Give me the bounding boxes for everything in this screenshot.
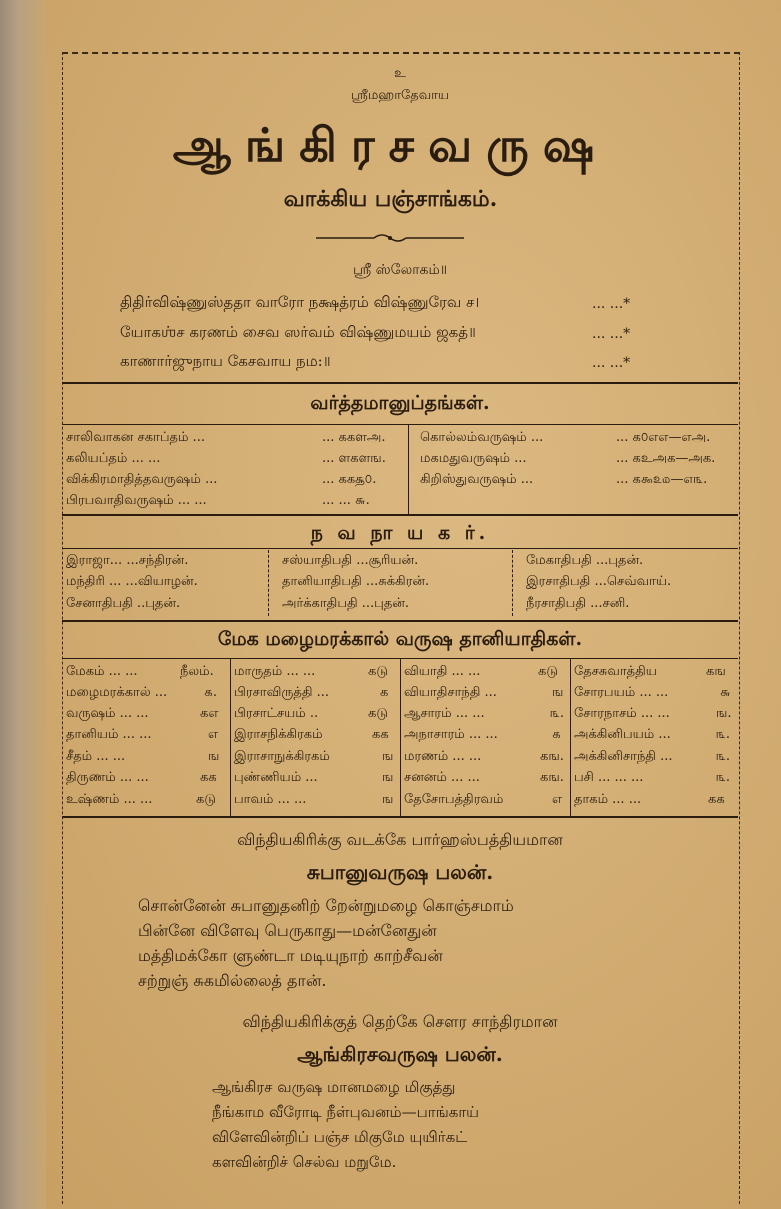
omen-label: அக்கினிசாந்தி ... <box>574 749 673 764</box>
omen-value: கடு <box>538 664 558 679</box>
planet-entry: நீரசாதிபதி ...சனி. <box>526 596 630 611</box>
omen-label: பிரசாவிருத்தி ... <box>234 685 330 700</box>
omen-value: ௧ <box>552 727 561 742</box>
omen-value: ங <box>382 770 394 785</box>
omen-value: கங. <box>540 770 564 785</box>
section2-heading: ந வ நா ய க ர். <box>310 522 490 544</box>
phala1-intro: விந்தியகிரிக்கு வடக்கே பார்ஹஸ்பத்தியமான <box>237 830 563 849</box>
verse-line: நீங்காம வீரோடி நீள்புவனம்—பாங்காய் <box>212 1103 480 1121</box>
ornament-divider <box>314 230 466 246</box>
omen-label: பிரசாட்சயம் .. <box>234 706 319 721</box>
omen-label: சோரபயம் ... ... <box>574 685 669 700</box>
era-label: கிறிஸ்துவருஷம் ... <box>420 472 534 487</box>
era-value: ... ககளஅ. <box>322 430 386 445</box>
section-rule <box>62 382 738 384</box>
omen-label: மழைமரக்கால் ... <box>66 685 168 700</box>
omen-value: கக <box>372 727 389 742</box>
omen-value: கங. <box>540 749 564 764</box>
omen-label: தேசோபத்திரவம் <box>404 792 504 807</box>
omen-label: அக்கினிபயம் ... <box>574 727 671 742</box>
verse-line: சொன்னேன் சுபானுதனிற் றேன்றுமழை கொஞ்சமாம் <box>138 896 514 915</box>
sloka-mark-2: ... ...* <box>592 326 631 342</box>
verse-line: ஆங்கிரச வருஷ மானமழை மிகுத்து <box>212 1078 456 1096</box>
omen-value: ௧. <box>204 685 218 700</box>
omen-value: ங. <box>716 706 732 721</box>
era-label: பிரபவாதிவருஷம் ... ... <box>66 493 207 508</box>
sloka-line-3: காணார்ஜுநாய கேசவாய நம:॥ <box>120 352 331 370</box>
planet-entry: சஸ்யாதிபதி ...சூரியன். <box>282 553 419 568</box>
era-label: மகமதுவருஷம் ... <box>420 451 527 466</box>
era-label: விக்கிரமாதித்தவருஷம் ... <box>66 472 218 487</box>
omen-label: மேகம் ... ... <box>66 664 138 679</box>
title: ஆங்கிரசவருஷ <box>172 118 609 172</box>
column-divider <box>230 658 231 816</box>
omen-value: கக <box>200 770 217 785</box>
invocation-mark: உ <box>394 66 406 81</box>
omen-label: மாருதம் ... ... <box>234 664 316 679</box>
omen-label: ஆசாரம் ... ... <box>404 706 485 721</box>
verse-line: விளேவின்றிப் பஞ்ச மிகுமே யுயிர்கட் <box>212 1128 468 1146</box>
verse-line: மத்திமக்கோ ளுண்டா மடியுநாற் காற்சீவன் <box>138 946 443 965</box>
omen-label: பசி ... ... ... <box>574 770 644 785</box>
section3-heading: மேக மழைமரக்கால் வருஷ தானியாதிகள். <box>217 628 583 650</box>
worn-spine <box>0 0 46 1209</box>
sloka-line-2: யோகஶ்ச கரணம் சைவ ஸர்வம் விஷ்ணுமயம் ஜகத்॥ <box>120 323 476 341</box>
omen-value: ங <box>382 792 394 807</box>
phala2-intro: விந்தியகிரிக்குத் தெற்கே சௌர சாந்திரமான <box>242 1012 558 1031</box>
era-value: ... ... ௬. <box>322 493 370 508</box>
omen-value: ௩. <box>716 770 731 785</box>
sloka-mark-1: ... ...* <box>592 296 631 312</box>
section1-heading: வர்த்தமானுப்தங்கள். <box>310 392 490 414</box>
invocation-line: ஶ்ரீமஹாதேவாய <box>350 88 450 103</box>
omen-value: எ <box>552 792 563 807</box>
omen-value: ௩. <box>716 749 731 764</box>
omen-label: உஷ்ணம் ... ... <box>66 792 153 807</box>
section-rule <box>62 548 738 549</box>
planet-entry: மேகாதிபதி ...புதன். <box>526 553 644 568</box>
era-label: கலியப்தம் ... ... <box>66 451 161 466</box>
planet-entry: மந்திரி ... ...வியாழன். <box>66 574 198 589</box>
omen-value: ங <box>382 749 394 764</box>
omen-label: தாகம் ... ... <box>574 792 642 807</box>
subtitle: வாக்கிய பஞ்சாங்கம். <box>283 186 498 212</box>
omen-value: கடு <box>368 664 388 679</box>
omen-label: வருஷம் ... ... <box>66 706 149 721</box>
phala2-heading: ஆங்கிரசவருஷ பலன். <box>297 1042 503 1066</box>
section-rule <box>62 620 738 622</box>
omen-value: ௬ <box>720 685 731 700</box>
omen-label: வியாதிசாந்தி ... <box>404 685 497 700</box>
column-divider <box>268 550 269 616</box>
section-rule <box>62 514 738 516</box>
omen-value: கக <box>708 792 725 807</box>
era-value: ... கஉஅக—அக. <box>616 451 716 466</box>
omen-label: பாவம் ... ... <box>234 792 307 807</box>
omen-label: புண்ணியம் ... <box>234 770 318 785</box>
era-value: ... ளகளங. <box>322 451 386 466</box>
planet-entry: தானியாதிபதி ...சுக்கிரன். <box>282 574 430 589</box>
column-divider <box>400 658 401 816</box>
phala1-heading: சுபானுவருஷ பலன். <box>306 860 494 884</box>
omen-value: நீலம். <box>180 664 214 679</box>
era-label: கொல்லம்வருஷம் ... <box>420 430 544 445</box>
omen-value: கங <box>706 664 726 679</box>
omen-value: ங <box>208 749 220 764</box>
era-label: சாலிவாகன சகாப்தம் ... <box>66 430 205 445</box>
omen-label: தானியம் ... ... <box>66 727 152 742</box>
planet-entry: சேனாதிபதி ..புதன். <box>66 596 181 611</box>
omen-label: அநாசாரம் ... ... <box>404 727 498 742</box>
omen-value: கஎ <box>200 706 219 721</box>
omen-label: இராசநிக்கிரகம் <box>234 727 323 742</box>
omen-label: சனனம் ... ... <box>404 770 480 785</box>
omen-value: எ <box>208 727 219 742</box>
omen-value: கடு <box>196 792 216 807</box>
column-divider <box>512 550 513 616</box>
sloka-heading: ஶ்ரீ ஸ்லோகம்॥ <box>352 262 448 278</box>
omen-label: தேசசுவாத்திய <box>574 664 657 679</box>
verse-line: களவின்றிச் செல்வ மறுமே. <box>212 1153 397 1171</box>
era-value: ... க௦எஎ—எஅ. <box>616 430 711 445</box>
era-value: ... கக௲௦. <box>322 472 377 487</box>
omen-label: சீதம் ... ... <box>66 749 126 764</box>
verse-line: பின்னே விளேவு பெருகாது—மன்னேதுன் <box>138 921 437 940</box>
column-divider <box>570 658 571 816</box>
omen-label: மரணம் ... ... <box>404 749 482 764</box>
omen-value: ௩. <box>716 727 731 742</box>
planet-entry: இரசாதிபதி ...செவ்வாய். <box>526 574 672 589</box>
section-rule <box>62 424 738 425</box>
omen-value: ௩. <box>550 706 565 721</box>
omen-label: வியாதி ... ... <box>404 664 481 679</box>
verse-line: சற்றுஞ் சுகமில்லைத் தான். <box>138 971 327 990</box>
omen-label: திருணம் ... ... <box>66 770 149 785</box>
section-rule <box>62 816 738 818</box>
planet-entry: இராஜா... ...சந்திரன். <box>66 553 189 568</box>
sloka-line-1: திதிர்விஷ்ணுஸ்ததா வாரோ நக்ஷத்ரம் விஷ்ணுரேவ ச। <box>120 293 480 311</box>
omen-value: கடு <box>368 706 388 721</box>
omen-label: இராசாநுக்கிரகம் <box>234 749 330 764</box>
omen-value: ங <box>552 685 564 700</box>
omen-value: க <box>380 685 389 700</box>
era-value: ... க௯௨௰—௭௩. <box>616 472 708 487</box>
planet-entry: அர்க்காதிபதி ...புதன். <box>282 596 410 611</box>
column-divider <box>408 424 409 514</box>
omen-label: சோரநாசம் ... ... <box>574 706 670 721</box>
sloka-mark-3: ... ...* <box>592 355 631 371</box>
